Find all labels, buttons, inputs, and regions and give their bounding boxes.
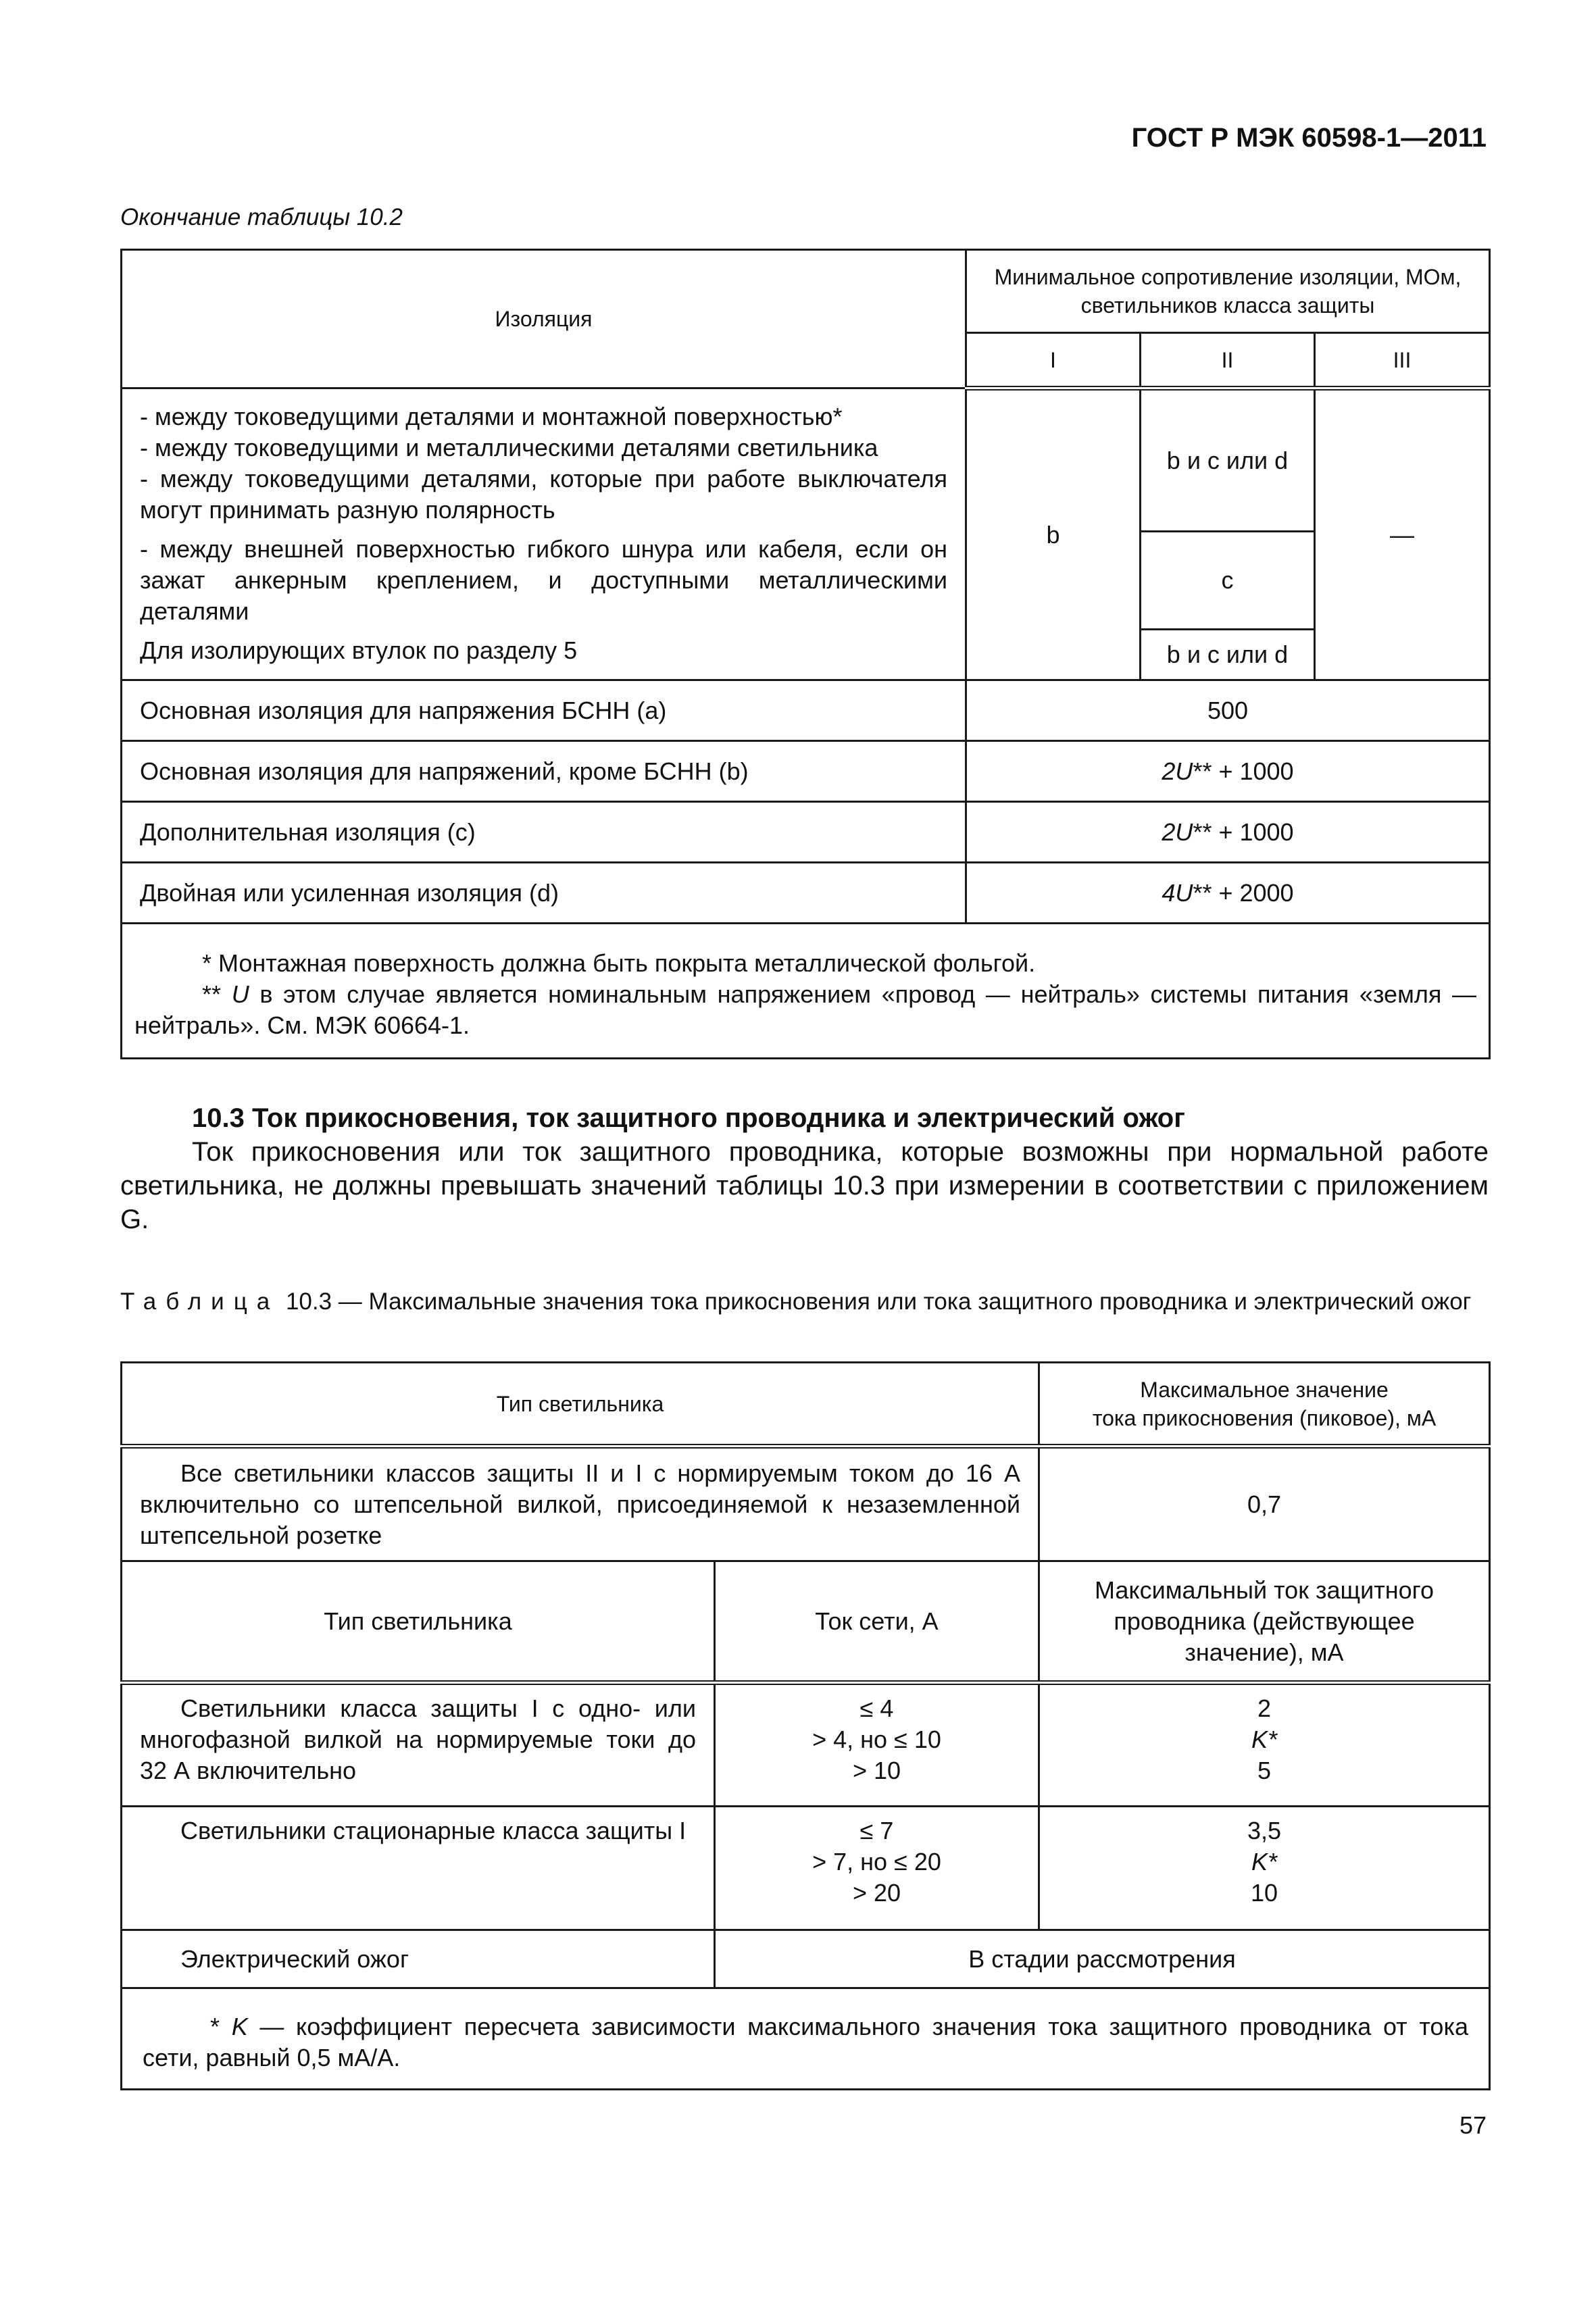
row-all-luminaires-value: 0,7 [1039, 1447, 1490, 1561]
table-10-2 [120, 249, 1491, 1059]
group-class-2-value: c [1141, 532, 1315, 630]
page-number: 57 [1459, 2111, 1487, 2139]
row-value: 4U** + 2000 [966, 863, 1490, 924]
group-class-1-value: b [966, 388, 1141, 680]
row-value: 2U** + 1000 [966, 741, 1490, 802]
row-fixed-luminaires: Светильники стационарные класса защиты I [122, 1807, 715, 1930]
group-class-2-value: b и c или d [1141, 630, 1315, 680]
row-fixed-currents: ≤ 7 > 7, но ≤ 20 > 20 [715, 1807, 1039, 1930]
row-label: Двойная или усиленная изоляция (d) [122, 863, 966, 924]
row-plug-currents: ≤ 4 > 4, но ≤ 10 > 10 [715, 1683, 1039, 1807]
table-10-3 [120, 1361, 1491, 2090]
row-value: 500 [966, 680, 1490, 741]
header-class-3: III [1315, 333, 1490, 388]
section-10-3 [120, 1101, 1489, 1236]
header-class-2: II [1141, 333, 1315, 388]
row-plug-values: 2 K* 5 [1039, 1683, 1490, 1807]
table-10-3-caption: Таблица 10.3 — Максимальные значения тока прикосновения или тока защитного проводника и электрический ожог [120, 1288, 1472, 1315]
row-electric-burn-value: В стадии рассмотрения [715, 1930, 1490, 1988]
row-label: Основная изоляция для напряжений, кроме БСНН (b) [122, 741, 966, 802]
header-mains-current: Ток сети, А [715, 1561, 1039, 1683]
row-electric-burn: Электрический ожог [122, 1930, 715, 1988]
header-min-resistance: Минимальное сопротивление изоляции, МОм, светильников класса защиты [966, 250, 1490, 333]
header-class-1: I [966, 333, 1141, 388]
section-heading: 10.3 Ток прикосновения, ток защитного проводника и электрический ожог [192, 1103, 1185, 1133]
header-touch-current: Максимальное значение тока прикосновения (пиковое), мА [1039, 1363, 1490, 1447]
row-all-luminaires: Все светильники классов защиты II и I с нормируемым током до 16 А включительно со штепсельной вилкой, присоединяемой к незаземленной штепсельной розетке [122, 1447, 1039, 1561]
group-class-3-value: — [1315, 388, 1490, 680]
insulation-item: Для изолирующих втулок по разделу 5 [140, 636, 578, 664]
header-insulation: Изоляция [122, 250, 966, 388]
row-fixed-values: 3,5 K* 10 [1039, 1807, 1490, 1930]
note-voltage: ** U в этом случае является номинальным напряжением «провод — нейтраль» системы питания «земля — нейтраль». См. МЭК 60664-1. [134, 980, 1476, 1039]
row-label: Основная изоляция для напряжения БСНН (a) [122, 680, 966, 741]
insulation-item: - между токоведущими деталями и монтажной поверхностью* [140, 403, 843, 430]
group-class-2-value: b и c или d [1141, 388, 1315, 532]
header-protective-current: Максимальный ток защитного проводника (действующее значение), мА [1039, 1561, 1490, 1683]
header-luminaire-type-2: Тип светильника [122, 1561, 715, 1683]
insulation-item: - между токоведущими и металлическими деталями светильника [140, 434, 878, 461]
insulation-group-cell [122, 388, 966, 680]
note-mounting-surface: * Монтажная поверхность должна быть покрыта металлической фольгой. [202, 949, 1036, 977]
insulation-item: - между токоведущими деталями, которые при работе выключателя могут принимать разную полярность [140, 465, 947, 524]
table-10-3-note: * K — коэффициент пересчета зависимости максимального значения тока защитного проводника от тока сети, равный 0,5 мА/А. [122, 1988, 1490, 2090]
header-luminaire-type: Тип светильника [122, 1363, 1039, 1447]
row-value: 2U** + 1000 [966, 802, 1490, 863]
table-continuation-caption: Окончание таблицы 10.2 [120, 204, 403, 230]
document-code: ГОСТ Р МЭК 60598-1—2011 [1131, 123, 1487, 153]
insulation-item: - между внешней поверхностью гибкого шнура или кабеля, если он зажат анкерным креплением, и доступными металлическими деталями [140, 535, 947, 625]
row-label: Дополнительная изоляция (c) [122, 802, 966, 863]
table-10-2-notes [122, 924, 1490, 1059]
section-paragraph: Ток прикосновения или ток защитного проводника, которые возможны при нормальной работе светильника, не должны превышать значений таблицы 10.3 при измерении в соответствии с приложением G. [120, 1137, 1489, 1234]
row-plug-luminaires: Светильники класса защиты I с одно- или многофазной вилкой на нормируемые токи до 32 А включительно [122, 1683, 715, 1807]
